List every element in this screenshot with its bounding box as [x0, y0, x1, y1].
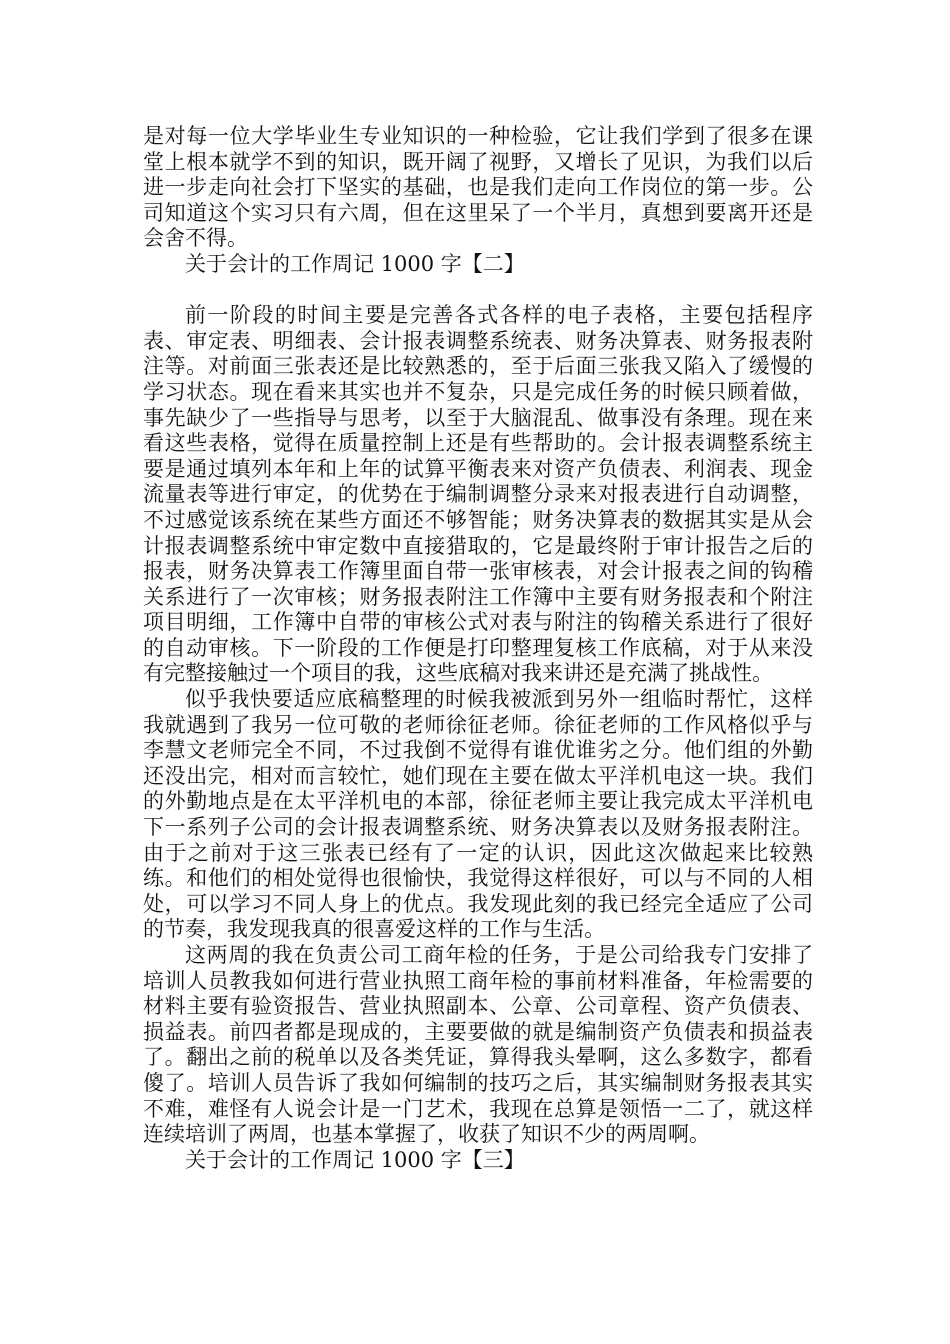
- paragraph-temporary-help: 似乎我快要适应底稿整理的时候我被派到另外一组临时帮忙，这样我就遇到了我另一位可敬的老师徐征老师。徐征老师的工作风格似乎与李慧文老师完全不同，不过我倒不觉得有谁优谁劣之分。他们组的外勤还没出完，相对而言较忙，她们现在主要在做太平洋机电这一块。我们的外勤地点是在太平洋机电的本部，徐征老师主要让我完成太平洋机电下一系列子公司的会计报表调整系统、财务决算表以及财务报表附注。由于之前对于这三张表已经有了一定的认识，因此这次做起来比较熟练。和他们的相处觉得也很愉快，我觉得这样很好，可以与不同的人相处，可以学习不同人身上的优点。我发现此刻的我已经完全适应了公司的节奏，我发现我真的很喜爱这样的工作与生活。: [143, 687, 813, 942]
- paragraph-annual-inspection: 这两周的我在负责公司工商年检的任务，于是公司给我专门安排了培训人员教我如何进行营业执照工商年检的事前材料准备，年检需要的材料主要有验资报告、营业执照副本、公章、公司章程、资产负债表、损益表。前四者都是现成的，主要要做的就是编制资产负债表和损益表了。翻出之前的税单以及各类凭证，算得我头晕啊，这么多数字，都看傻了。培训人员告诉了我如何编制的技巧之后，其实编制财务报表其实不难，难怪有人说会计是一门艺术，我现在总算是领悟一二了，就这样连续培训了两周，也基本掌握了，收获了知识不少的两周啊。: [143, 943, 813, 1147]
- document-body: [143, 124, 813, 1173]
- paragraph-spreadsheets: 前一阶段的时间主要是完善各式各样的电子表格，主要包括程序表、审定表、明细表、会计报表调整系统表、财务决算表、财务报表附注等。对前面三张表还是比较熟悉的，至于后面三张我又陷入了缓慢的学习状态。现在看来其实也并不复杂，只是完成任务的时候只顾着做，事先缺少了一些指导与思考，以至于大脑混乱、做事没有条理。现在来看这些表格，觉得在质量控制上还是有些帮助的。会计报表调整系统主要是通过填列本年和上年的试算平衡表来对资产负债表、利润表、现金流量表等进行审定，的优势在于编制调整分录来对报表进行自动调整，不过感觉该系统在某些方面还不够智能；财务决算表的数据其实是从会计报表调整系统中审定数中直接猎取的，它是最终附于审计报告之后的报表，财务决算表工作簿里面自带一张审核表，对会计报表之间的钩稽关系进行了一次审核；财务报表附注工作簿中主要有财务报表和个附注项目明细，工作簿中自带的审核公式对表与附注的钩稽关系进行了很好的自动审核。下一阶段的工作便是打印整理复核工作底稿，对于从来没有完整接触过一个项目的我，这些底稿对我来讲还是充满了挑战性。: [143, 303, 813, 686]
- section-heading-three: 关于会计的工作周记 1000 字【三】: [185, 1147, 525, 1172]
- blank-line: [143, 278, 813, 304]
- section-heading-two: 关于会计的工作周记 1000 字【二】: [185, 251, 525, 276]
- paragraph-intro-continued: 是对每一位大学毕业生专业知识的一种检验，它让我们学到了很多在课堂上根本就学不到的知识，既开阔了视野，又增长了见识，为我们以后进一步走向社会打下坚实的基础，也是我们走向工作岗位的第一步。公司知道这个实习只有六周，但在这里呆了一个半月，真想到要离开还是会舍不得。: [143, 124, 813, 251]
